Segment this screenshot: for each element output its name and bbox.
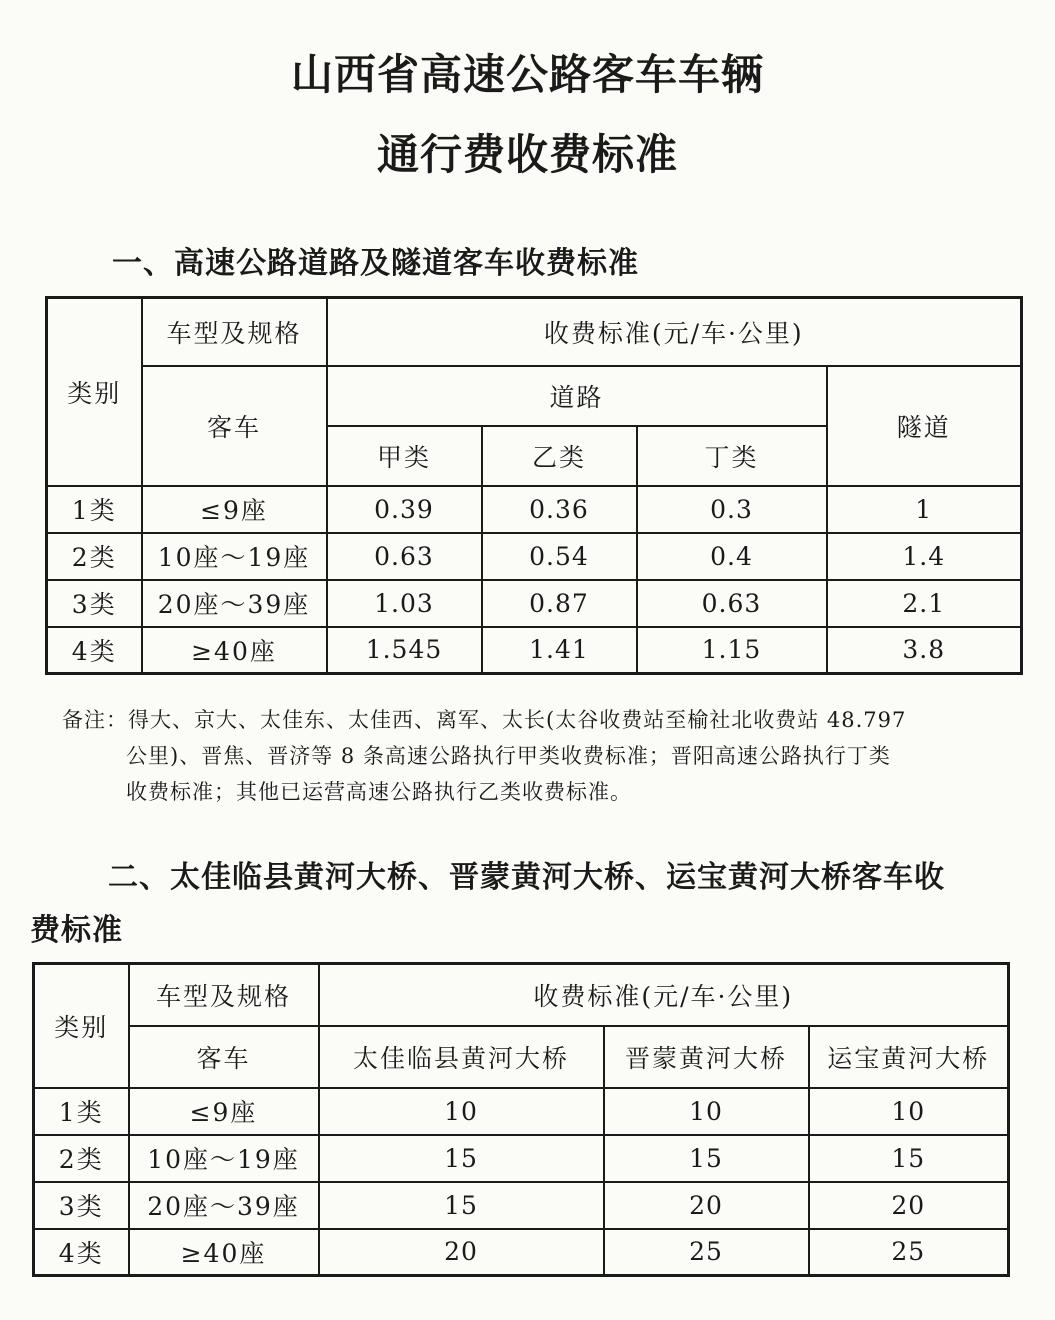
cell-class-b: 0.36 — [482, 486, 637, 533]
row-category: 4类 — [47, 627, 142, 674]
header-class-b: 乙类 — [482, 426, 637, 486]
remarks-line-1: 备注：得大、京大、太佳东、太佳西、离军、太长(太谷收费站至榆社北收费站 48.797 — [62, 708, 907, 732]
page-title-line-2: 通行费收费标准 — [376, 130, 678, 179]
cell-class-d: 0.3 — [637, 486, 827, 533]
row-category: 3类 — [34, 1182, 129, 1229]
header-class-a: 甲类 — [327, 426, 482, 486]
cell-bridge-yunbao: 25 — [809, 1229, 1009, 1276]
remarks-line-2: 公里)、晋焦、晋济等 8 条高速公路执行甲类收费标准；晋阳高速公路执行丁类 — [126, 744, 891, 768]
page-title-line-1: 山西省高速公路客车车辆 — [290, 50, 764, 99]
header-category: 类别 — [34, 964, 129, 1088]
row-spec: ≥40座 — [129, 1229, 319, 1276]
table-row — [34, 1135, 1009, 1182]
header-vehicle: 客车 — [142, 366, 327, 486]
road-tunnel-fee-table — [45, 296, 1023, 675]
table-row — [47, 533, 1022, 580]
remarks-line-3: 收费标准；其他已运营高速公路执行乙类收费标准。 — [126, 780, 632, 804]
header-standard: 收费标准(元/车·公里) — [327, 298, 1022, 366]
row-category: 2类 — [34, 1135, 129, 1182]
section-1-heading: 一、高速公路道路及隧道客车收费标准 — [112, 246, 639, 281]
section-2-heading-line-1: 二、太佳临县黄河大桥、晋蒙黄河大桥、运宝黄河大桥客车收 — [108, 860, 945, 895]
row-spec: ≥40座 — [142, 627, 327, 674]
row-category: 2类 — [47, 533, 142, 580]
cell-bridge-jinmeng: 25 — [604, 1229, 809, 1276]
row-category: 4类 — [34, 1229, 129, 1276]
header-road: 道路 — [327, 366, 827, 426]
row-spec: ≤9座 — [142, 486, 327, 533]
cell-bridge-jinmeng: 15 — [604, 1135, 809, 1182]
cell-bridge-yunbao: 10 — [809, 1088, 1009, 1135]
table-row — [34, 1229, 1009, 1276]
cell-bridge-taijia-linxian: 15 — [319, 1182, 604, 1229]
header-spec: 车型及规格 — [142, 298, 327, 366]
remarks-note — [62, 702, 1022, 810]
header-bridge-yunbao: 运宝黄河大桥 — [809, 1026, 1009, 1088]
cell-class-a: 1.545 — [327, 627, 482, 674]
row-category: 1类 — [34, 1088, 129, 1135]
section-2-heading-line-2: 费标准 — [30, 913, 123, 948]
cell-bridge-yunbao: 20 — [809, 1182, 1009, 1229]
cell-tunnel: 3.8 — [827, 627, 1022, 674]
header-bridge-taijia-linxian: 太佳临县黄河大桥 — [319, 1026, 604, 1088]
cell-bridge-taijia-linxian: 15 — [319, 1135, 604, 1182]
cell-class-a: 0.63 — [327, 533, 482, 580]
row-spec: 10座～19座 — [142, 533, 327, 580]
cell-class-b: 1.41 — [482, 627, 637, 674]
cell-class-a: 1.03 — [327, 580, 482, 627]
header-tunnel: 隧道 — [827, 366, 1022, 486]
cell-class-a: 0.39 — [327, 486, 482, 533]
bridge-fee-table — [32, 962, 1010, 1277]
row-spec: 10座～19座 — [129, 1135, 319, 1182]
cell-class-d: 0.63 — [637, 580, 827, 627]
row-spec: 20座～39座 — [129, 1182, 319, 1229]
cell-bridge-jinmeng: 20 — [604, 1182, 809, 1229]
cell-bridge-yunbao: 15 — [809, 1135, 1009, 1182]
table-row — [34, 1088, 1009, 1135]
cell-class-b: 0.54 — [482, 533, 637, 580]
row-spec: 20座～39座 — [142, 580, 327, 627]
cell-tunnel: 1 — [827, 486, 1022, 533]
header-category: 类别 — [47, 298, 142, 486]
cell-class-b: 0.87 — [482, 580, 637, 627]
header-vehicle: 客车 — [129, 1026, 319, 1088]
header-standard: 收费标准(元/车·公里) — [319, 964, 1009, 1026]
table-row — [47, 486, 1022, 533]
cell-bridge-taijia-linxian: 10 — [319, 1088, 604, 1135]
row-category: 3类 — [47, 580, 142, 627]
cell-bridge-jinmeng: 10 — [604, 1088, 809, 1135]
cell-class-d: 0.4 — [637, 533, 827, 580]
header-spec: 车型及规格 — [129, 964, 319, 1026]
header-class-d: 丁类 — [637, 426, 827, 486]
table-row — [47, 627, 1022, 674]
row-spec: ≤9座 — [129, 1088, 319, 1135]
cell-class-d: 1.15 — [637, 627, 827, 674]
header-bridge-jinmeng: 晋蒙黄河大桥 — [604, 1026, 809, 1088]
table-row — [47, 580, 1022, 627]
row-category: 1类 — [47, 486, 142, 533]
table-row — [34, 1182, 1009, 1229]
cell-tunnel: 2.1 — [827, 580, 1022, 627]
cell-bridge-taijia-linxian: 20 — [319, 1229, 604, 1276]
cell-tunnel: 1.4 — [827, 533, 1022, 580]
